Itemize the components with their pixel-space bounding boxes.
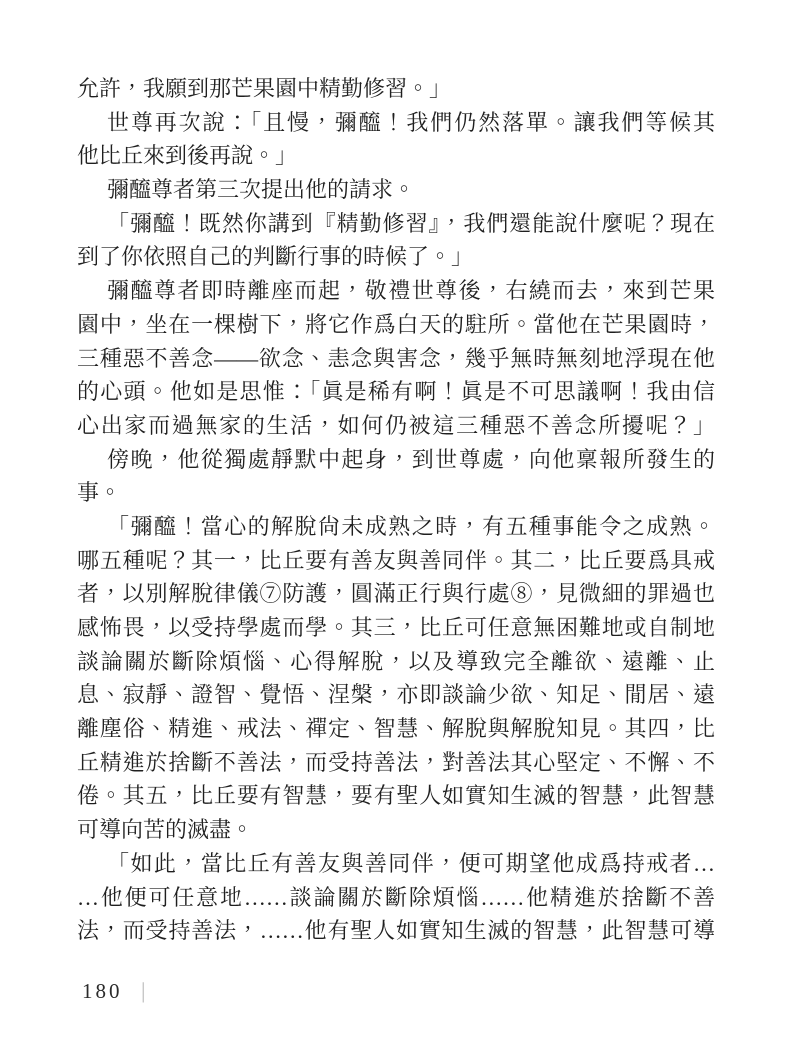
- text-line: 事。: [77, 480, 122, 506]
- text-line: 談論關於斷除煩惱、心得解脫，以及導致完全離欲、遠離、止: [77, 648, 715, 674]
- text-line: …他便可任意地……談論關於斷除煩惱……他精進於捨斷不善: [77, 884, 715, 910]
- text-line: 三種惡不善念——欲念、恚念與害念，幾乎無時無刻地浮現在他: [77, 345, 715, 371]
- text-line: 的心頭。他如是思惟：「眞是稀有啊！眞是不可思議啊！我由信: [77, 379, 715, 405]
- text-line: 園中，坐在一棵樹下，將它作爲白天的駐所。當他在芒果園時，: [77, 311, 715, 337]
- text-line: 法，而受持善法，……他有聖人如實知生滅的智慧，此智慧可導: [77, 918, 715, 944]
- text-line: 者，以別解脫律儀⑦防護，圓滿正行與行處⑧，見微細的罪過也: [77, 581, 715, 607]
- text-line: 「彌醯！當心的解脫尙未成熟之時，有五種事能令之成熟。: [107, 513, 715, 539]
- text-line: 世尊再次說：「且慢，彌醯！我們仍然落單。讓我們等候其: [107, 109, 715, 135]
- text-line: 彌醯尊者即時離座而起，敬禮世尊後，右繞而去，來到芒果: [107, 278, 715, 304]
- body-text: [77, 72, 715, 948]
- text-line: 傍晚，他從獨處靜默中起身，到世尊處，向他稟報所發生的: [107, 446, 715, 472]
- text-line: 心出家而過無家的生活，如何仍被這三種惡不善念所擾呢？」: [77, 412, 715, 438]
- text-line: 息、寂靜、證智、覺悟、涅槃，亦即談論少欲、知足、閒居、遠: [77, 682, 715, 708]
- text-line: 可導向苦的滅盡。: [77, 817, 254, 843]
- text-line: 到了你依照自己的判斷行事的時候了。」: [77, 244, 474, 270]
- page-number: 180: [82, 978, 123, 1003]
- text-line: 丘精進於捨斷不善法，而受持善法，對善法其心堅定、不懈、不: [77, 749, 715, 775]
- text-line: 允許，我願到那芒果園中精勤修習。」: [77, 76, 452, 101]
- footer-separator: |: [141, 978, 145, 1003]
- text-line: 彌醯尊者第三次提出他的請求。: [107, 177, 416, 203]
- text-line: 「如此，當比丘有善友與善同伴，便可期望他成爲持戒者…: [107, 850, 715, 876]
- text-line: 倦。其五，比丘要有智慧，要有聖人如實知生滅的智慧，此智慧: [77, 783, 715, 809]
- text-line: 感怖畏，以受持學處而學。其三，比丘可任意無困難地或自制地: [77, 615, 715, 640]
- page-footer: [82, 978, 145, 1004]
- text-line: 「彌醯！既然你講到『精勤修習』，我們還能說什麼呢？現在: [107, 210, 715, 236]
- text-line: 哪五種呢？其一，比丘要有善友與善同伴。其二，比丘要爲具戒: [77, 547, 715, 573]
- text-line: 他比丘來到後再說。」: [77, 143, 298, 169]
- text-line: 離塵俗、精進、戒法、禪定、智慧、解脫與解脫知見。其四，比: [77, 716, 715, 742]
